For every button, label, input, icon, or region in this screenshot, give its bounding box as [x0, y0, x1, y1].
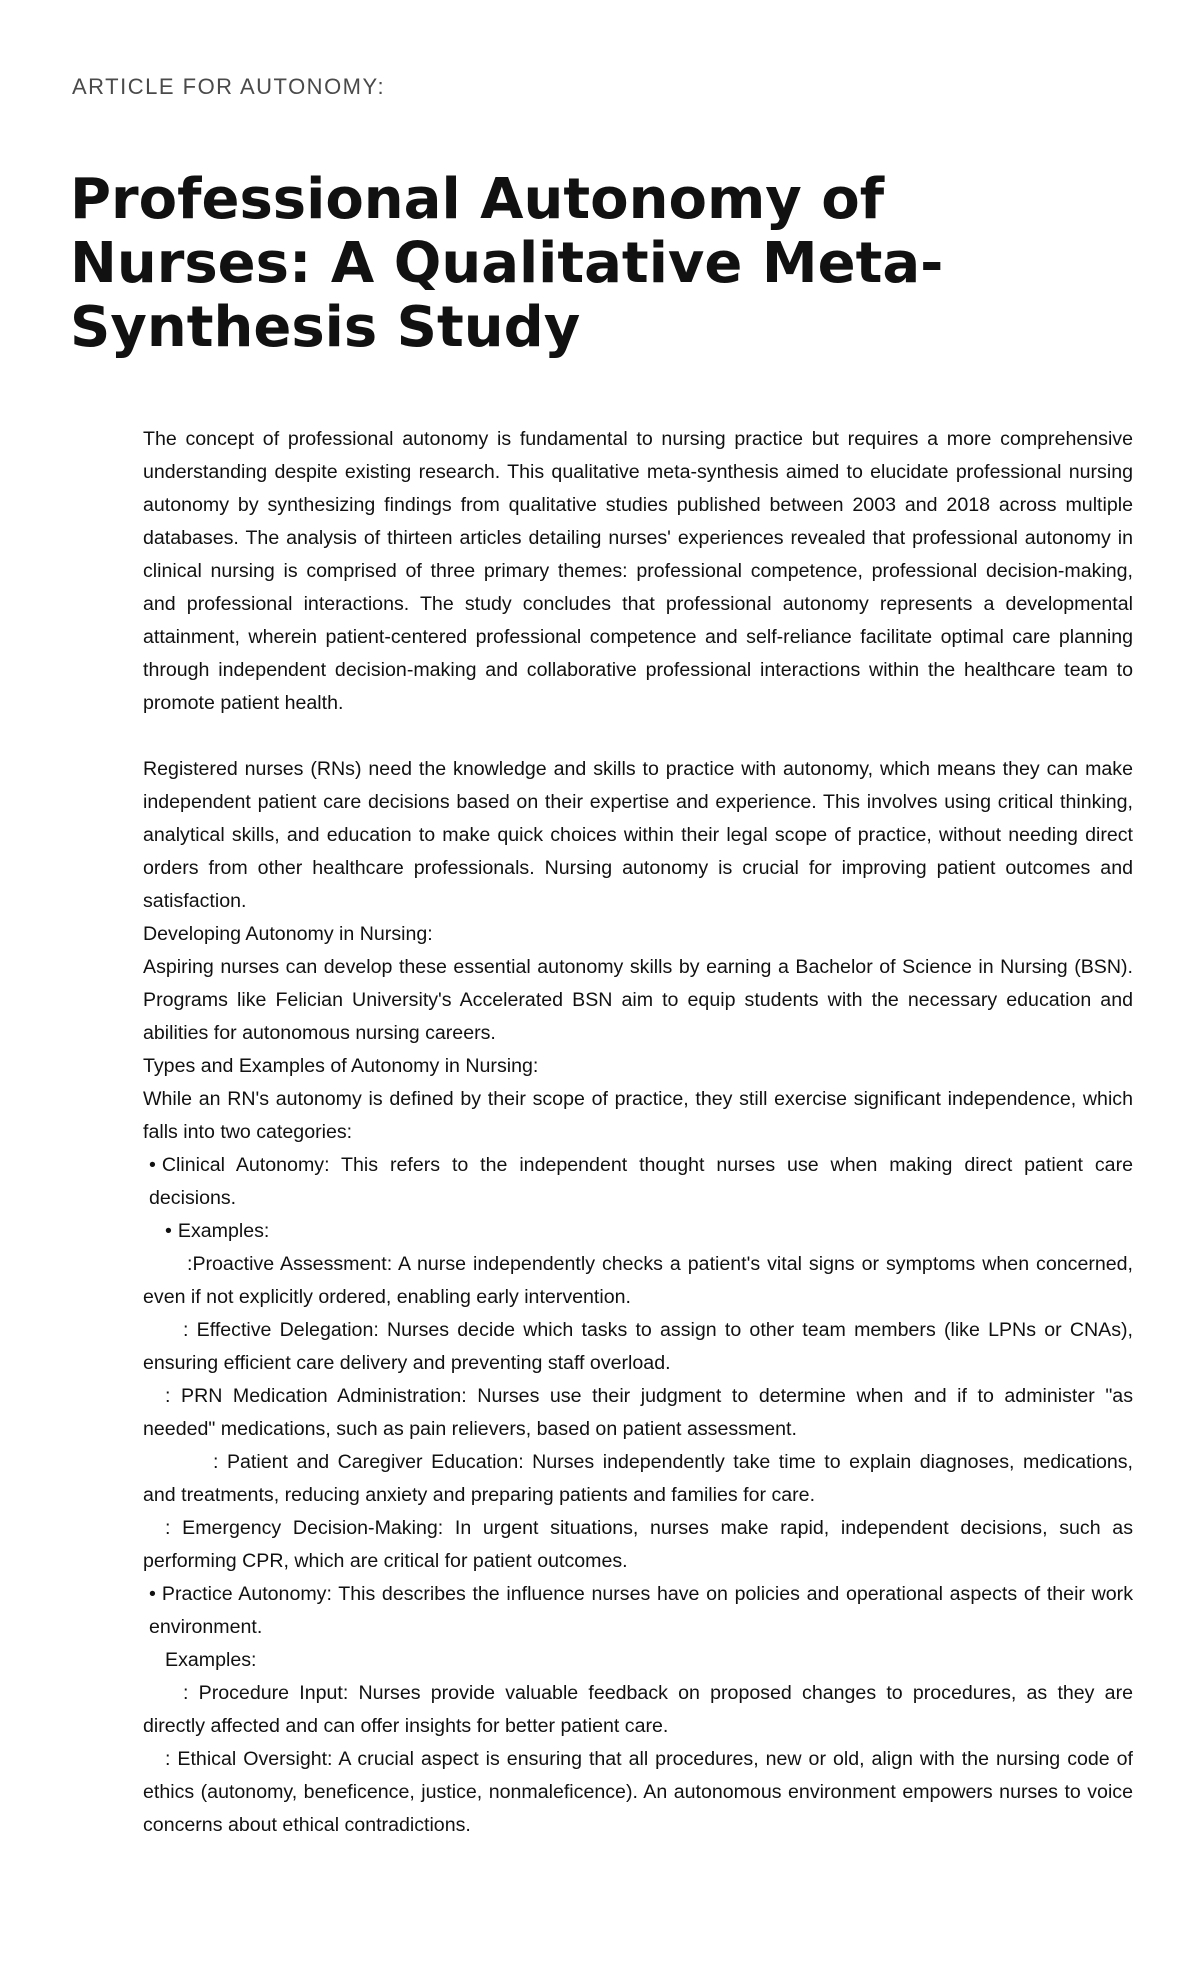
clinical-examples-text: Examples:	[177, 1220, 270, 1242]
practice-autonomy-text: Practice Autonomy: This describes the influence nurses have on policies and operational aspects of their work environment.	[149, 1583, 1133, 1638]
clinical-example-item	[143, 1446, 1133, 1512]
clinical-examples-label	[143, 1215, 1133, 1248]
practice-example-text: : Procedure Input: Nurses provide valuable feedback on proposed changes to procedures, as they are directly affected and can offer insights for better patient care.	[143, 1682, 1133, 1737]
developing-paragraph: Aspiring nurses can develop these essential autonomy skills by earning a Bachelor of Science in Nursing (BSN). Programs like Felician University's Accelerated BSN aim to equip students with the necessary education and abilities for autonomous nursing careers.	[143, 956, 1133, 1044]
clinical-example-text: : PRN Medication Administration: Nurses use their judgment to determine when and if to administer "as needed" medications, such as pain relievers, based on patient assessment.	[143, 1385, 1133, 1440]
clinical-example-text: : Patient and Caregiver Education: Nurses independently take time to explain diagnoses, medications, and treatments, reducing anxiety and preparing patients and families for care.	[143, 1451, 1133, 1506]
clinical-autonomy-text: Clinical Autonomy: This refers to the independent thought nurses use when making direct patient care decisions.	[149, 1154, 1133, 1209]
types-paragraph: While an RN's autonomy is defined by their scope of practice, they still exercise significant independence, which falls into two categories:	[143, 1088, 1133, 1143]
intro-paragraph: Registered nurses (RNs) need the knowledge and skills to practice with autonomy, which means they can make independent patient care decisions based on their expertise and experience. This involves using critical thinking, analytical skills, and education to make quick choices within their legal scope of practice, without needing direct orders from other healthcare professionals. Nursing autonomy is crucial for improving patient outcomes and satisfaction.	[143, 758, 1133, 912]
clinical-example-item	[143, 1380, 1133, 1446]
practice-example-item	[143, 1743, 1133, 1842]
abstract-paragraph: The concept of professional autonomy is fundamental to nursing practice but requires a more comprehensive understanding despite existing research. This qualitative meta-synthesis aimed to elucidate professional nursing autonomy by synthesizing findings from qualitative studies published between 2003 and 2018 across multiple databases. The analysis of thirteen articles detailing nurses' experiences revealed that professional autonomy in clinical nursing is comprised of three primary themes: professional competence, professional decision-making, and professional interactions. The study concludes that professional autonomy represents a developmental attainment, wherein patient-centered professional competence and self-reliance facilitate optimal care planning through independent decision-making and collaborative professional interactions within the healthcare team to promote patient health.	[143, 428, 1133, 714]
practice-example-item	[143, 1677, 1133, 1743]
bullet-icon: •	[149, 1154, 156, 1176]
developing-heading: Developing Autonomy in Nursing:	[143, 923, 433, 945]
practice-autonomy-item	[143, 1578, 1133, 1644]
article-title: Professional Autonomy of Nurses: A Qualitative Meta-Synthesis Study	[70, 167, 944, 360]
bullet-icon: •	[165, 1220, 172, 1242]
bullet-icon: •	[149, 1583, 156, 1605]
clinical-example-text: : Effective Delegation: Nurses decide which tasks to assign to other team members (like LPNs or CNAs), ensuring efficient care delivery and preventing staff overload.	[143, 1319, 1133, 1374]
clinical-example-item	[143, 1512, 1133, 1578]
article-body	[143, 423, 1133, 1842]
clinical-example-text: :Proactive Assessment: A nurse independently checks a patient's vital signs or symptoms when concerned, even if not explicitly ordered, enabling early intervention.	[143, 1253, 1133, 1308]
practice-examples-label: Examples:	[165, 1649, 257, 1671]
practice-example-text: : Ethical Oversight: A crucial aspect is ensuring that all procedures, new or old, align with the nursing code of ethics (autonomy, beneficence, justice, nonmaleficence). An autonomous environment empowers nurses to voice concerns about ethical contradictions.	[143, 1748, 1133, 1836]
clinical-example-text: : Emergency Decision-Making: In urgent situations, nurses make rapid, independent decisions, such as performing CPR, which are critical for patient outcomes.	[143, 1517, 1133, 1572]
clinical-autonomy-item	[143, 1149, 1133, 1215]
clinical-example-item	[143, 1248, 1133, 1314]
types-heading: Types and Examples of Autonomy in Nursing:	[143, 1055, 539, 1077]
clinical-example-item	[143, 1314, 1133, 1380]
article-label: ARTICLE FOR AUTONOMY:	[72, 74, 386, 99]
